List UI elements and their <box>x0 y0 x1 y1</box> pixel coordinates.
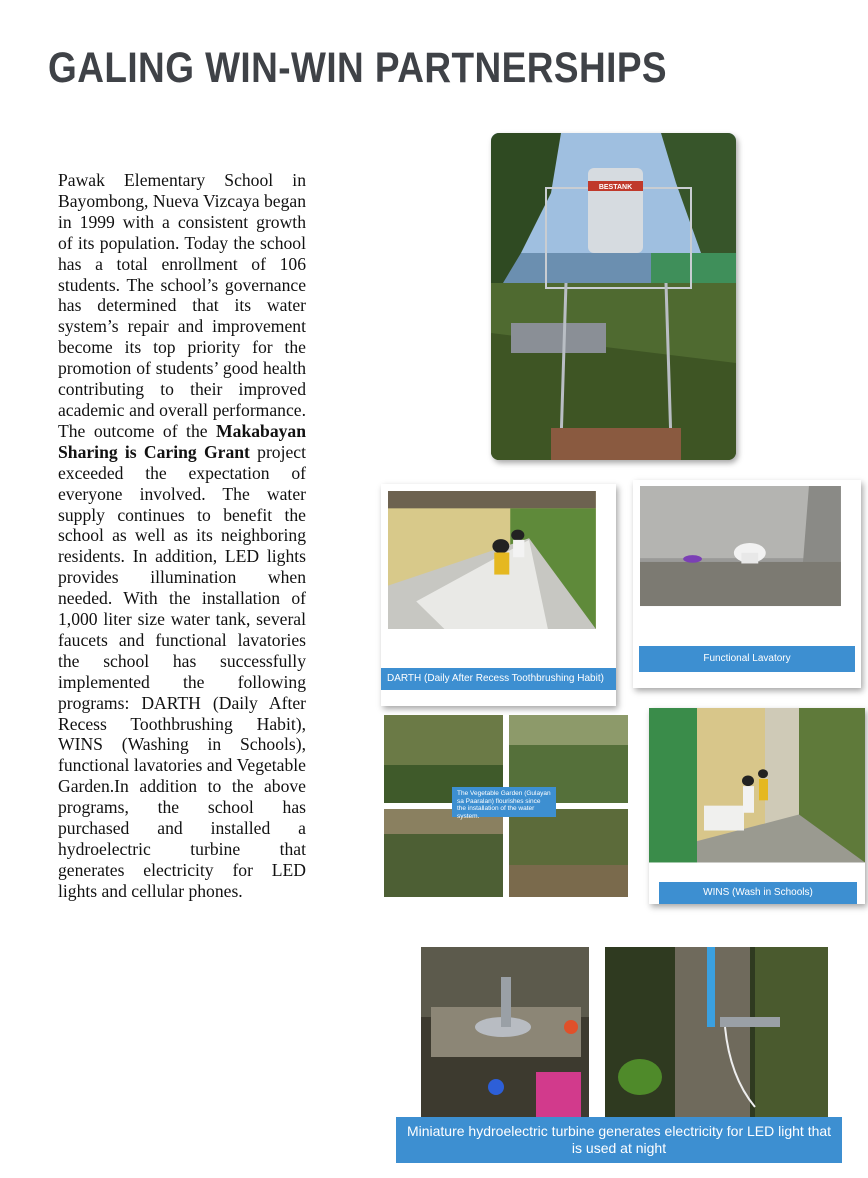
grant-name: Makabayan Sharing is Caring Grant <box>58 420 306 462</box>
lavatory-caption: Functional Lavatory <box>639 646 855 672</box>
lavatory-photo <box>633 480 861 688</box>
article-text-rest: project exceeded the expectation of everyone involved. The water supply continues to benefit the school as well as its neighboring residents. In addition, LED lights provides illumination when needed. With the installation of 1,000 liter size water tank, several faucets and functional lavatories the school has successfully implemented the following programs: DARTH (Daily After Recess Toothbrushing Habit), WINS (Washing in Schools), functional lavatories and Vegetable Garden.In addition to the above programs, the school has purchased and installed a hydroelectric turbine that generates electricity for LED lights and cellular phones. <box>58 441 306 901</box>
darth-caption: DARTH (Daily After Recess Toothbrushing Habit) <box>381 668 616 690</box>
article-text-intro: Pawak Elementary School in Bayombong, Nueva Vizcaya began in 1999 with a consistent growth of its population. Today the school has a total enrollment of 106 students. The school’s governance has determined that its water system’s repair and improvement become its top priority for the promotion of students’ good health contributing to their improved academic and overall performance. The outcome of the <box>58 170 306 441</box>
wins-photo <box>649 708 865 904</box>
turbine-caption: Miniature hydroelectric turbine generates electricity for LED light that is used at night <box>396 1117 842 1163</box>
vegetable-garden-collage <box>384 715 628 897</box>
garden-caption: The Vegetable Garden (Gulayan sa Paaralan) flourishes since the installation of the water system. <box>452 787 556 817</box>
turbine-photo-left <box>421 947 589 1117</box>
article-body <box>58 170 306 902</box>
water-tank-photo <box>491 133 736 460</box>
wins-caption: WINS (Wash in Schools) <box>659 882 857 904</box>
turbine-photo-right <box>605 947 828 1117</box>
page-title: GALING WIN-WIN PARTNERSHIPS <box>48 44 668 92</box>
tank-brand-label: BESTANK <box>598 184 633 191</box>
darth-photo <box>381 484 616 706</box>
